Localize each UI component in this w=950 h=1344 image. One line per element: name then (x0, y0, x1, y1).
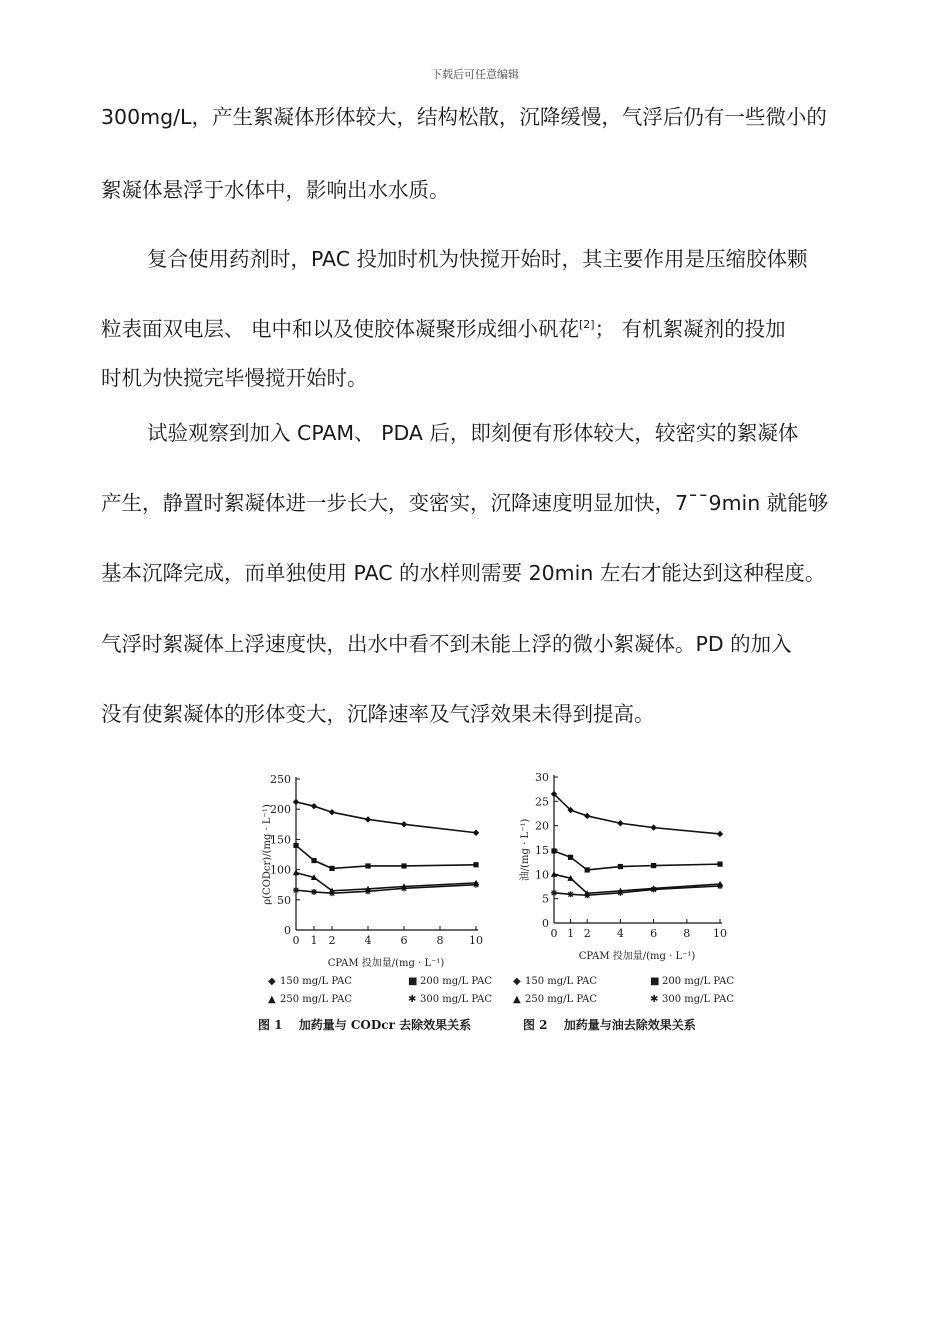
body-line: 300mg/L，产生絮凝体形体较大，结构松散，沉降缓慢，气浮后仍有一些微小的 (101, 105, 827, 129)
data-point (401, 885, 407, 891)
x-tick-label: 1 (310, 934, 318, 947)
legend-marker-250: ▲ (268, 994, 276, 1005)
data-point (293, 843, 298, 848)
data-point (584, 813, 590, 819)
legend-marker-250: ▲ (513, 994, 521, 1005)
legend-marker-300: ✱ (408, 994, 417, 1005)
y-tick-label: 0 (542, 917, 549, 930)
figure-caption-2: 图 2 加药量与油去除效果关系 (523, 1018, 696, 1032)
legend-label-150: 150 mg/L PAC (280, 976, 353, 987)
x-tick-label: 8 (683, 927, 691, 940)
y-tick-label: 20 (535, 819, 549, 833)
data-point (651, 886, 657, 892)
body-line-indented: 复合使用药剂时，PAC 投加时机为快搅开始时，其主要作用是压缩胶体颗 (147, 247, 808, 271)
x-tick-label: 6 (650, 927, 658, 940)
y-axis-label: 油/(mg · L⁻¹) (520, 818, 531, 882)
body-line: 时机为快搅完毕慢搅开始时。 (101, 366, 368, 390)
body-line: 气浮时絮凝体上浮速度快，出水中看不到未能上浮的微小絮凝体。PD 的加入 (101, 632, 792, 656)
series-line (296, 873, 476, 891)
legend-label-200: 200 mg/L PAC (420, 976, 493, 987)
body-line: 没有使絮凝体的形体变大，沉降速率及气浮效果未得到提高。 (101, 702, 655, 726)
series-200-mg-l-pac (293, 843, 478, 871)
body-line: 产生，静置时絮凝体进一步长大，变密实，沉降速度明显加快，7¯¯9min 就能够 (101, 491, 829, 515)
data-point (401, 821, 407, 827)
series-line (296, 885, 476, 893)
series-line (554, 886, 720, 895)
data-point (473, 862, 478, 867)
series-line (296, 802, 476, 833)
x-tick-label: 10 (713, 927, 727, 940)
series-150-mg-l-pac (551, 791, 723, 837)
x-tick-label: 6 (400, 934, 408, 947)
data-point (568, 891, 574, 897)
data-point (365, 863, 370, 868)
x-tick-label: 2 (328, 934, 336, 947)
legend-label-300: 300 mg/L PAC (662, 994, 735, 1005)
legend-marker-200: ■ (650, 976, 660, 987)
data-point (568, 855, 573, 860)
legend-label-150: 150 mg/L PAC (525, 976, 598, 987)
y-tick-label: 0 (284, 924, 291, 937)
y-tick-label: 5 (542, 892, 549, 906)
y-tick-label: 15 (535, 844, 549, 857)
series-line (296, 845, 476, 868)
data-point (293, 869, 299, 875)
legend-marker-300: ✱ (650, 994, 659, 1005)
x-tick-label: 1 (567, 927, 575, 940)
legend-right (513, 976, 734, 1005)
y-axis-label: ρ(CODcr)/(mg · L⁻¹) (262, 804, 273, 905)
chart-oil (518, 771, 727, 962)
data-point (329, 866, 334, 871)
legend-marker-200: ■ (408, 976, 418, 987)
data-point (365, 888, 371, 894)
legend-left (268, 976, 492, 1005)
data-point (311, 858, 316, 863)
body-line-indented: 试验观察到加入 CPAM、 PDA 后，即刻便有形体较大，较密实的絮凝体 (147, 421, 799, 445)
x-tick-label: 2 (583, 927, 591, 940)
y-tick-label: 250 (270, 773, 291, 786)
data-point (365, 816, 371, 822)
data-point (551, 848, 556, 853)
data-point (293, 799, 299, 805)
series-200-mg-l-pac (551, 848, 722, 872)
y-tick-label: 100 (270, 863, 291, 877)
body-line: 基本沉降完成，而单独使用 PAC 的水样则需要 20min 左右才能达到这种程度。 (101, 561, 826, 585)
legend-marker-150: ◆ (513, 976, 521, 987)
x-axis-label: CPAM 投加量/(mg · L⁻¹) (327, 958, 445, 969)
data-point (329, 890, 335, 896)
data-point (717, 831, 723, 837)
data-point (311, 889, 317, 895)
body-line-with-citation (101, 312, 786, 342)
x-axis-label: CPAM 投加量/(mg · L⁻¹) (578, 951, 696, 962)
series-line (554, 794, 720, 834)
x-tick-label: 4 (364, 934, 372, 947)
citation-ref: [2] (579, 318, 595, 332)
data-point (618, 864, 623, 869)
y-tick-label: 150 (270, 833, 291, 847)
data-point (585, 867, 590, 872)
x-tick-label: 4 (616, 927, 624, 940)
data-point (293, 887, 299, 893)
data-point (401, 863, 406, 868)
data-point (551, 890, 557, 896)
data-point (311, 803, 317, 809)
y-tick-label: 200 (270, 803, 291, 817)
figure (0, 760, 950, 1060)
data-point (473, 830, 479, 836)
legend-marker-150: ◆ (268, 976, 276, 987)
data-point (329, 809, 335, 815)
x-tick-label: 0 (292, 934, 300, 947)
series-150-mg-l-pac (293, 799, 479, 836)
chart-codcr (262, 773, 483, 969)
page-header: 下载后可任意编辑 (431, 68, 519, 81)
body-line: 絮凝体悬浮于水体中，影响出水水质。 (101, 178, 450, 202)
data-point (651, 863, 656, 868)
legend-label-250: 250 mg/L PAC (525, 994, 598, 1005)
data-point (584, 892, 590, 898)
data-point (617, 890, 623, 896)
series-250-mg-l-pac (551, 871, 723, 896)
figure-caption-1: 图 1 加药量与 CODcr 去除效果关系 (258, 1018, 472, 1032)
series-line (554, 851, 720, 870)
y-tick-label: 50 (277, 893, 291, 907)
y-tick-label: 10 (535, 868, 549, 882)
x-tick-label: 8 (436, 934, 444, 947)
x-tick-label: 10 (469, 934, 483, 947)
data-point (650, 824, 656, 830)
data-point (717, 883, 723, 889)
body-line-text: ； 有机絮凝剂的投加 (594, 317, 786, 341)
y-tick-label: 25 (535, 795, 549, 809)
legend-label-250: 250 mg/L PAC (280, 994, 353, 1005)
data-point (717, 862, 722, 867)
x-tick-label: 0 (550, 927, 558, 940)
data-point (617, 820, 623, 826)
y-tick-label: 30 (535, 771, 549, 784)
legend-label-200: 200 mg/L PAC (662, 976, 735, 987)
data-point (473, 882, 479, 888)
body-line-text: 粒表面双电层、 电中和以及使胶体凝聚形成细小矾花 (101, 317, 580, 341)
legend-label-300: 300 mg/L PAC (420, 994, 493, 1005)
